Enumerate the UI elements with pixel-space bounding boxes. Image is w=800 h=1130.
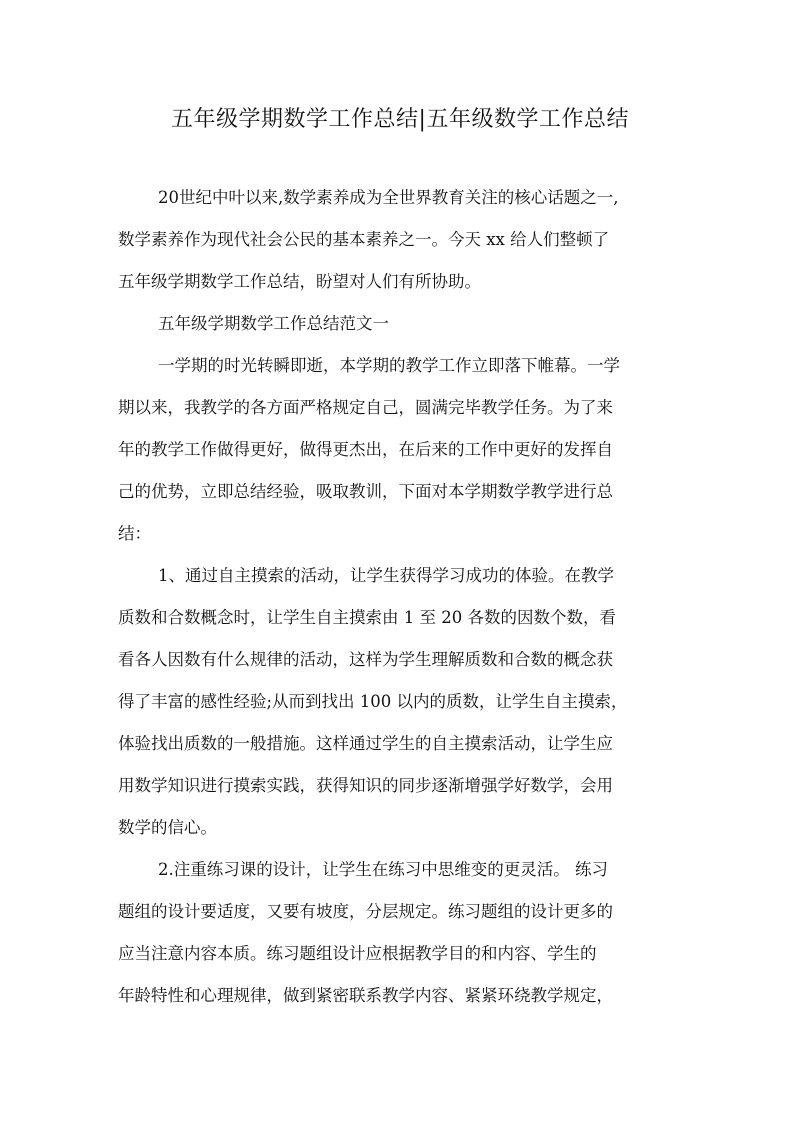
text-line: 年的教学工作做得更好，做得更杰出，在后来的工作中更好的发挥自	[118, 440, 613, 459]
text-line: 2.注重练习课的设计，让学生在练习中思维变的更灵活。 练习	[158, 860, 608, 879]
text-line: 己的优势，立即总结经验，吸取教训，下面对本学期数学教学进行总	[118, 482, 613, 501]
section-heading: 五年级学期数学工作总结范文一	[158, 314, 389, 333]
text-line: 五年级学期数学工作总结，盼望对人们有所协助。	[118, 272, 481, 291]
text-line: 20世纪中叶以来,数学素养成为全世界教育关注的核心话题之一,	[158, 188, 619, 207]
document-title: 五年级学期数学工作总结|五年级数学工作总结	[171, 107, 629, 132]
text-line: 体验找出质数的一般措施。这样通过学生的自主摸索活动，让学生应	[118, 734, 613, 753]
text-line: 一学期的时光转瞬即逝，本学期的教学工作立即落下帷幕。一学	[158, 356, 620, 375]
text-line: 质数和合数概念时，让学生自主摸索由 1 至 20 各数的因数个数，看	[118, 608, 616, 627]
text-line: 期以来，我教学的各方面严格规定自己，圆满完毕教学任务。为了来	[118, 398, 613, 417]
text-line: 数学素养作为现代社会公民的基本素养之一。今天 xx 给人们整顿了	[118, 230, 610, 249]
text-line: 结：	[118, 524, 151, 543]
text-line: 年龄特性和心理规律，做到紧密联系教学内容、紧紧环绕教学规定，	[118, 986, 613, 1005]
text-line: 得了丰富的感性经验;从而到找出 100 以内的质数，让学生自主摸索，	[118, 692, 628, 711]
text-line: 1、通过自主摸索的活动，让学生获得学习成功的体验。在教学	[158, 566, 614, 585]
text-line: 应当注意内容本质。练习题组设计应根据教学目的和内容、学生的	[118, 944, 597, 963]
text-line: 用数学知识进行摸索实践，获得知识的同步逐渐增强学好数学，会用	[118, 776, 613, 795]
text-line: 题组的设计要适度，又要有坡度，分层规定。练习题组的设计更多的	[118, 902, 613, 921]
text-line: 数学的信心。	[118, 818, 217, 837]
text-line: 看各人因数有什么规律的活动，这样为学生理解质数和合数的概念获	[118, 650, 613, 669]
